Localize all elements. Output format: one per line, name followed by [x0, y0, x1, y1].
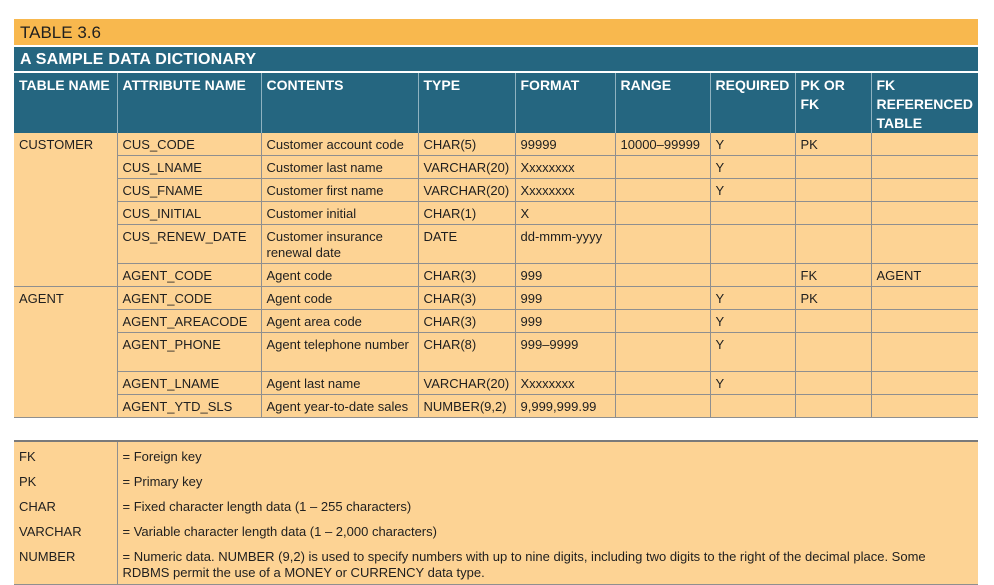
cell-type: CHAR(8) [418, 333, 515, 372]
abbreviation-legend [14, 440, 978, 585]
table-row [14, 179, 978, 202]
legend-row [14, 441, 978, 468]
table-row [14, 202, 978, 225]
table-row [14, 156, 978, 179]
cell-key [795, 225, 871, 264]
cell-fk-ref [871, 156, 978, 179]
cell-attribute: AGENT_LNAME [117, 372, 261, 395]
legend-desc: = Foreign key [117, 441, 978, 468]
cell-contents: Agent telephone number [261, 333, 418, 372]
cell-table-name [14, 372, 117, 395]
cell-required: Y [710, 156, 795, 179]
cell-type: CHAR(5) [418, 133, 515, 156]
table-row [14, 287, 978, 310]
cell-fk-ref [871, 133, 978, 156]
cell-required [710, 395, 795, 418]
legend-abbr: PK [14, 468, 117, 493]
cell-range: 10000–99999 [615, 133, 710, 156]
legend-desc: = Fixed character length data (1 – 255 characters) [117, 493, 978, 518]
cell-contents: Customer first name [261, 179, 418, 202]
cell-table-name [14, 225, 117, 264]
cell-fk-ref [871, 202, 978, 225]
cell-range [615, 202, 710, 225]
cell-fk-ref [871, 395, 978, 418]
cell-key: PK [795, 133, 871, 156]
col-header-contents: CONTENTS [261, 73, 418, 133]
cell-attribute: AGENT_YTD_SLS [117, 395, 261, 418]
cell-contents: Agent area code [261, 310, 418, 333]
cell-required [710, 264, 795, 287]
cell-attribute: CUS_CODE [117, 133, 261, 156]
legend-row [14, 493, 978, 518]
cell-attribute: CUS_FNAME [117, 179, 261, 202]
cell-type: NUMBER(9,2) [418, 395, 515, 418]
cell-attribute: AGENT_AREACODE [117, 310, 261, 333]
cell-table-name [14, 264, 117, 287]
table-row [14, 395, 978, 418]
cell-key [795, 395, 871, 418]
cell-key [795, 333, 871, 372]
col-header-table-name: TABLE NAME [14, 73, 117, 133]
cell-attribute: AGENT_CODE [117, 287, 261, 310]
cell-format: 9,999,999.99 [515, 395, 615, 418]
cell-contents: Agent last name [261, 372, 418, 395]
table-label: TABLE 3.6 [14, 19, 978, 47]
col-header-format: FORMAT [515, 73, 615, 133]
cell-format: Xxxxxxxx [515, 372, 615, 395]
cell-fk-ref [871, 333, 978, 372]
cell-format: X [515, 202, 615, 225]
cell-key [795, 310, 871, 333]
col-header-fk-referenced-table: FK REFERENCED TABLE [871, 73, 978, 133]
col-header-pk-or-fk: PK OR FK [795, 73, 871, 133]
cell-range [615, 310, 710, 333]
cell-fk-ref [871, 287, 978, 310]
cell-fk-ref [871, 372, 978, 395]
table-row [14, 133, 978, 156]
col-header-required: REQUIRED [710, 73, 795, 133]
cell-required: Y [710, 287, 795, 310]
cell-range [615, 225, 710, 264]
cell-contents: Agent year-to-date sales [261, 395, 418, 418]
legend-row [14, 468, 978, 493]
cell-key [795, 156, 871, 179]
cell-required: Y [710, 133, 795, 156]
cell-table-name [14, 395, 117, 418]
cell-attribute: CUS_LNAME [117, 156, 261, 179]
cell-contents: Agent code [261, 287, 418, 310]
cell-type: VARCHAR(20) [418, 179, 515, 202]
cell-attribute: AGENT_CODE [117, 264, 261, 287]
cell-key: FK [795, 264, 871, 287]
legend-abbr: VARCHAR [14, 518, 117, 543]
legend-desc: = Numeric data. NUMBER (9,2) is used to specify numbers with up to nine digits, including two digits to the right of the decimal place. Some RDBMS permit the use of a MONEY or CURRENCY data type. [117, 543, 978, 585]
cell-contents: Customer account code [261, 133, 418, 156]
table-title: A SAMPLE DATA DICTIONARY [14, 47, 978, 73]
cell-type: CHAR(3) [418, 310, 515, 333]
cell-attribute: AGENT_PHONE [117, 333, 261, 372]
cell-format: 999 [515, 287, 615, 310]
cell-contents: Customer insurance renewal date [261, 225, 418, 264]
cell-key: PK [795, 287, 871, 310]
cell-fk-ref [871, 179, 978, 202]
cell-table-name [14, 333, 117, 372]
cell-range [615, 179, 710, 202]
cell-type: CHAR(3) [418, 264, 515, 287]
cell-required: Y [710, 372, 795, 395]
cell-format: 999 [515, 264, 615, 287]
cell-contents: Agent code [261, 264, 418, 287]
cell-format: 999 [515, 310, 615, 333]
col-header-range: RANGE [615, 73, 710, 133]
cell-required: Y [710, 179, 795, 202]
cell-type: VARCHAR(20) [418, 156, 515, 179]
cell-required [710, 202, 795, 225]
legend-abbr: CHAR [14, 493, 117, 518]
cell-key [795, 372, 871, 395]
legend-desc: = Primary key [117, 468, 978, 493]
cell-type: DATE [418, 225, 515, 264]
cell-type: VARCHAR(20) [418, 372, 515, 395]
cell-table-name [14, 310, 117, 333]
cell-table-name: CUSTOMER [14, 133, 117, 156]
cell-range [615, 395, 710, 418]
cell-fk-ref: AGENT [871, 264, 978, 287]
cell-table-name: AGENT [14, 287, 117, 310]
cell-required [710, 225, 795, 264]
legend-desc: = Variable character length data (1 – 2,000 characters) [117, 518, 978, 543]
header-row [14, 73, 978, 133]
table-row [14, 333, 978, 372]
cell-fk-ref [871, 225, 978, 264]
legend-abbr: FK [14, 441, 117, 468]
cell-range [615, 287, 710, 310]
cell-type: CHAR(3) [418, 287, 515, 310]
table-row [14, 372, 978, 395]
cell-attribute: CUS_RENEW_DATE [117, 225, 261, 264]
cell-format: dd-mmm-yyyy [515, 225, 615, 264]
cell-format: 999–9999 [515, 333, 615, 372]
cell-key [795, 202, 871, 225]
cell-range [615, 333, 710, 372]
legend-row [14, 543, 978, 585]
cell-range [615, 156, 710, 179]
cell-table-name [14, 202, 117, 225]
cell-contents: Customer last name [261, 156, 418, 179]
table-row [14, 225, 978, 264]
cell-fk-ref [871, 310, 978, 333]
cell-format: Xxxxxxxx [515, 156, 615, 179]
cell-type: CHAR(1) [418, 202, 515, 225]
cell-table-name [14, 156, 117, 179]
cell-format: Xxxxxxxx [515, 179, 615, 202]
cell-key [795, 179, 871, 202]
data-dictionary-figure [14, 19, 978, 580]
cell-required: Y [710, 310, 795, 333]
cell-format: 99999 [515, 133, 615, 156]
col-header-attribute-name: ATTRIBUTE NAME [117, 73, 261, 133]
table-row [14, 264, 978, 287]
table-row [14, 310, 978, 333]
cell-range [615, 264, 710, 287]
legend-row [14, 518, 978, 543]
legend-abbr: NUMBER [14, 543, 117, 585]
cell-range [615, 372, 710, 395]
cell-required: Y [710, 333, 795, 372]
cell-table-name [14, 179, 117, 202]
col-header-type: TYPE [418, 73, 515, 133]
cell-attribute: CUS_INITIAL [117, 202, 261, 225]
cell-contents: Customer initial [261, 202, 418, 225]
data-dictionary-table [14, 73, 978, 418]
